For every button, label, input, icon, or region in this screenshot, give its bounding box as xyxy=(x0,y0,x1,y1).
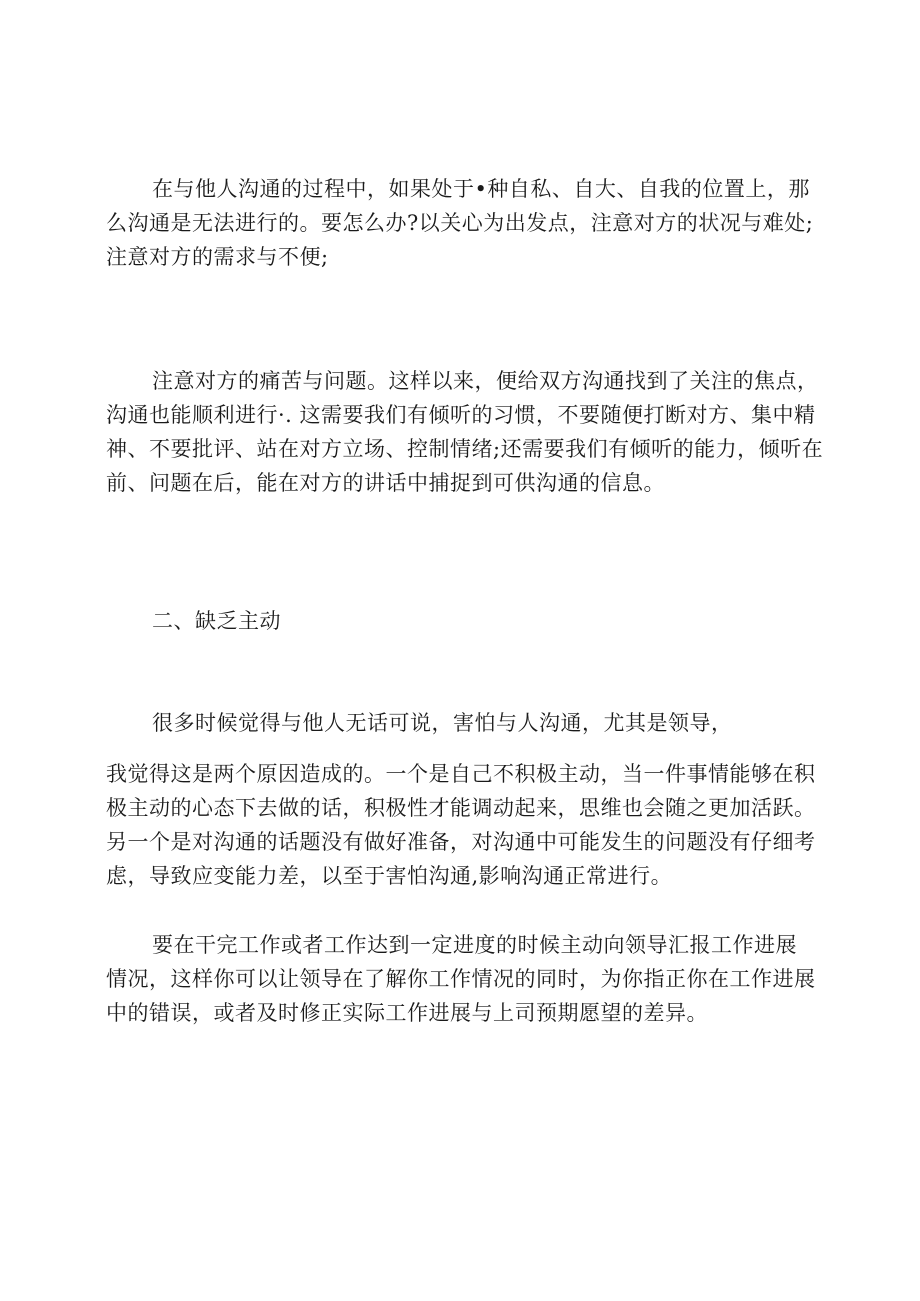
section-heading-text: 二、缺乏主动 xyxy=(152,609,281,633)
paragraph-line: 另一个是对沟通的话题没有做好准备，对沟通中可能发生的问题没有仔细考 xyxy=(106,830,816,854)
paragraph-line: 情况，这样你可以让领导在了解你工作情况的同时，为你指正你在工作进展 xyxy=(106,967,816,991)
section-heading-lack-of-initiative xyxy=(106,604,824,638)
paragraph-line: 在与他人沟通的过程中，如果处于•种自私、自大、自我的位置上，那 xyxy=(152,177,810,201)
paragraph-report-progress xyxy=(106,928,824,1030)
paragraph-line: 神、不要批评、站在对方立场、控制情绪;还需要我们有倾听的能力，倾听在 xyxy=(106,437,824,461)
paragraph-line: 么沟通是无法进行的。要怎么办?以关心为出发点，注意对方的状况与难处; xyxy=(106,211,814,235)
paragraph-line: 注意对方的痛苦与问题。这样以来，便给双方沟通找到了关注的焦点， xyxy=(152,369,819,393)
paragraph-listening-habit xyxy=(106,364,824,500)
paragraph-line: 极主动的心态下去做的话，积极性才能调动起来，思维也会随之更加活跃。 xyxy=(106,796,816,820)
paragraph-self-centered-communication xyxy=(106,172,824,274)
paragraph-line: 要在干完工作或者工作达到一定进度的时候主动向领导汇报工作进展 xyxy=(152,933,797,957)
paragraph-afraid-to-communicate xyxy=(106,706,824,740)
paragraph-line: 我觉得这是两个原因造成的。一个是自己不积极主动，当一件事情能够在积 xyxy=(106,762,816,786)
paragraph-line: 中的错误，或者及时修正实际工作进展与上司预期愿望的差异。 xyxy=(106,1001,708,1025)
paragraph-line: 注意对方的需求与不便; xyxy=(106,245,329,269)
paragraph-line: 很多时候觉得与他人无话可说，害怕与人沟通，尤其是领导， xyxy=(152,711,733,735)
paragraph-line: 虑，导致应变能力差，以至于害怕沟通,影响沟通正常进行。 xyxy=(106,864,673,888)
paragraph-line: 沟通也能顺利进行·. 这需要我们有倾听的习惯，不要随便打断对方、集中精 xyxy=(106,403,816,427)
paragraph-two-causes xyxy=(106,757,824,893)
paragraph-line: 前、问题在后，能在对方的讲话中捕捉到可供沟通的信息。 xyxy=(106,471,665,495)
